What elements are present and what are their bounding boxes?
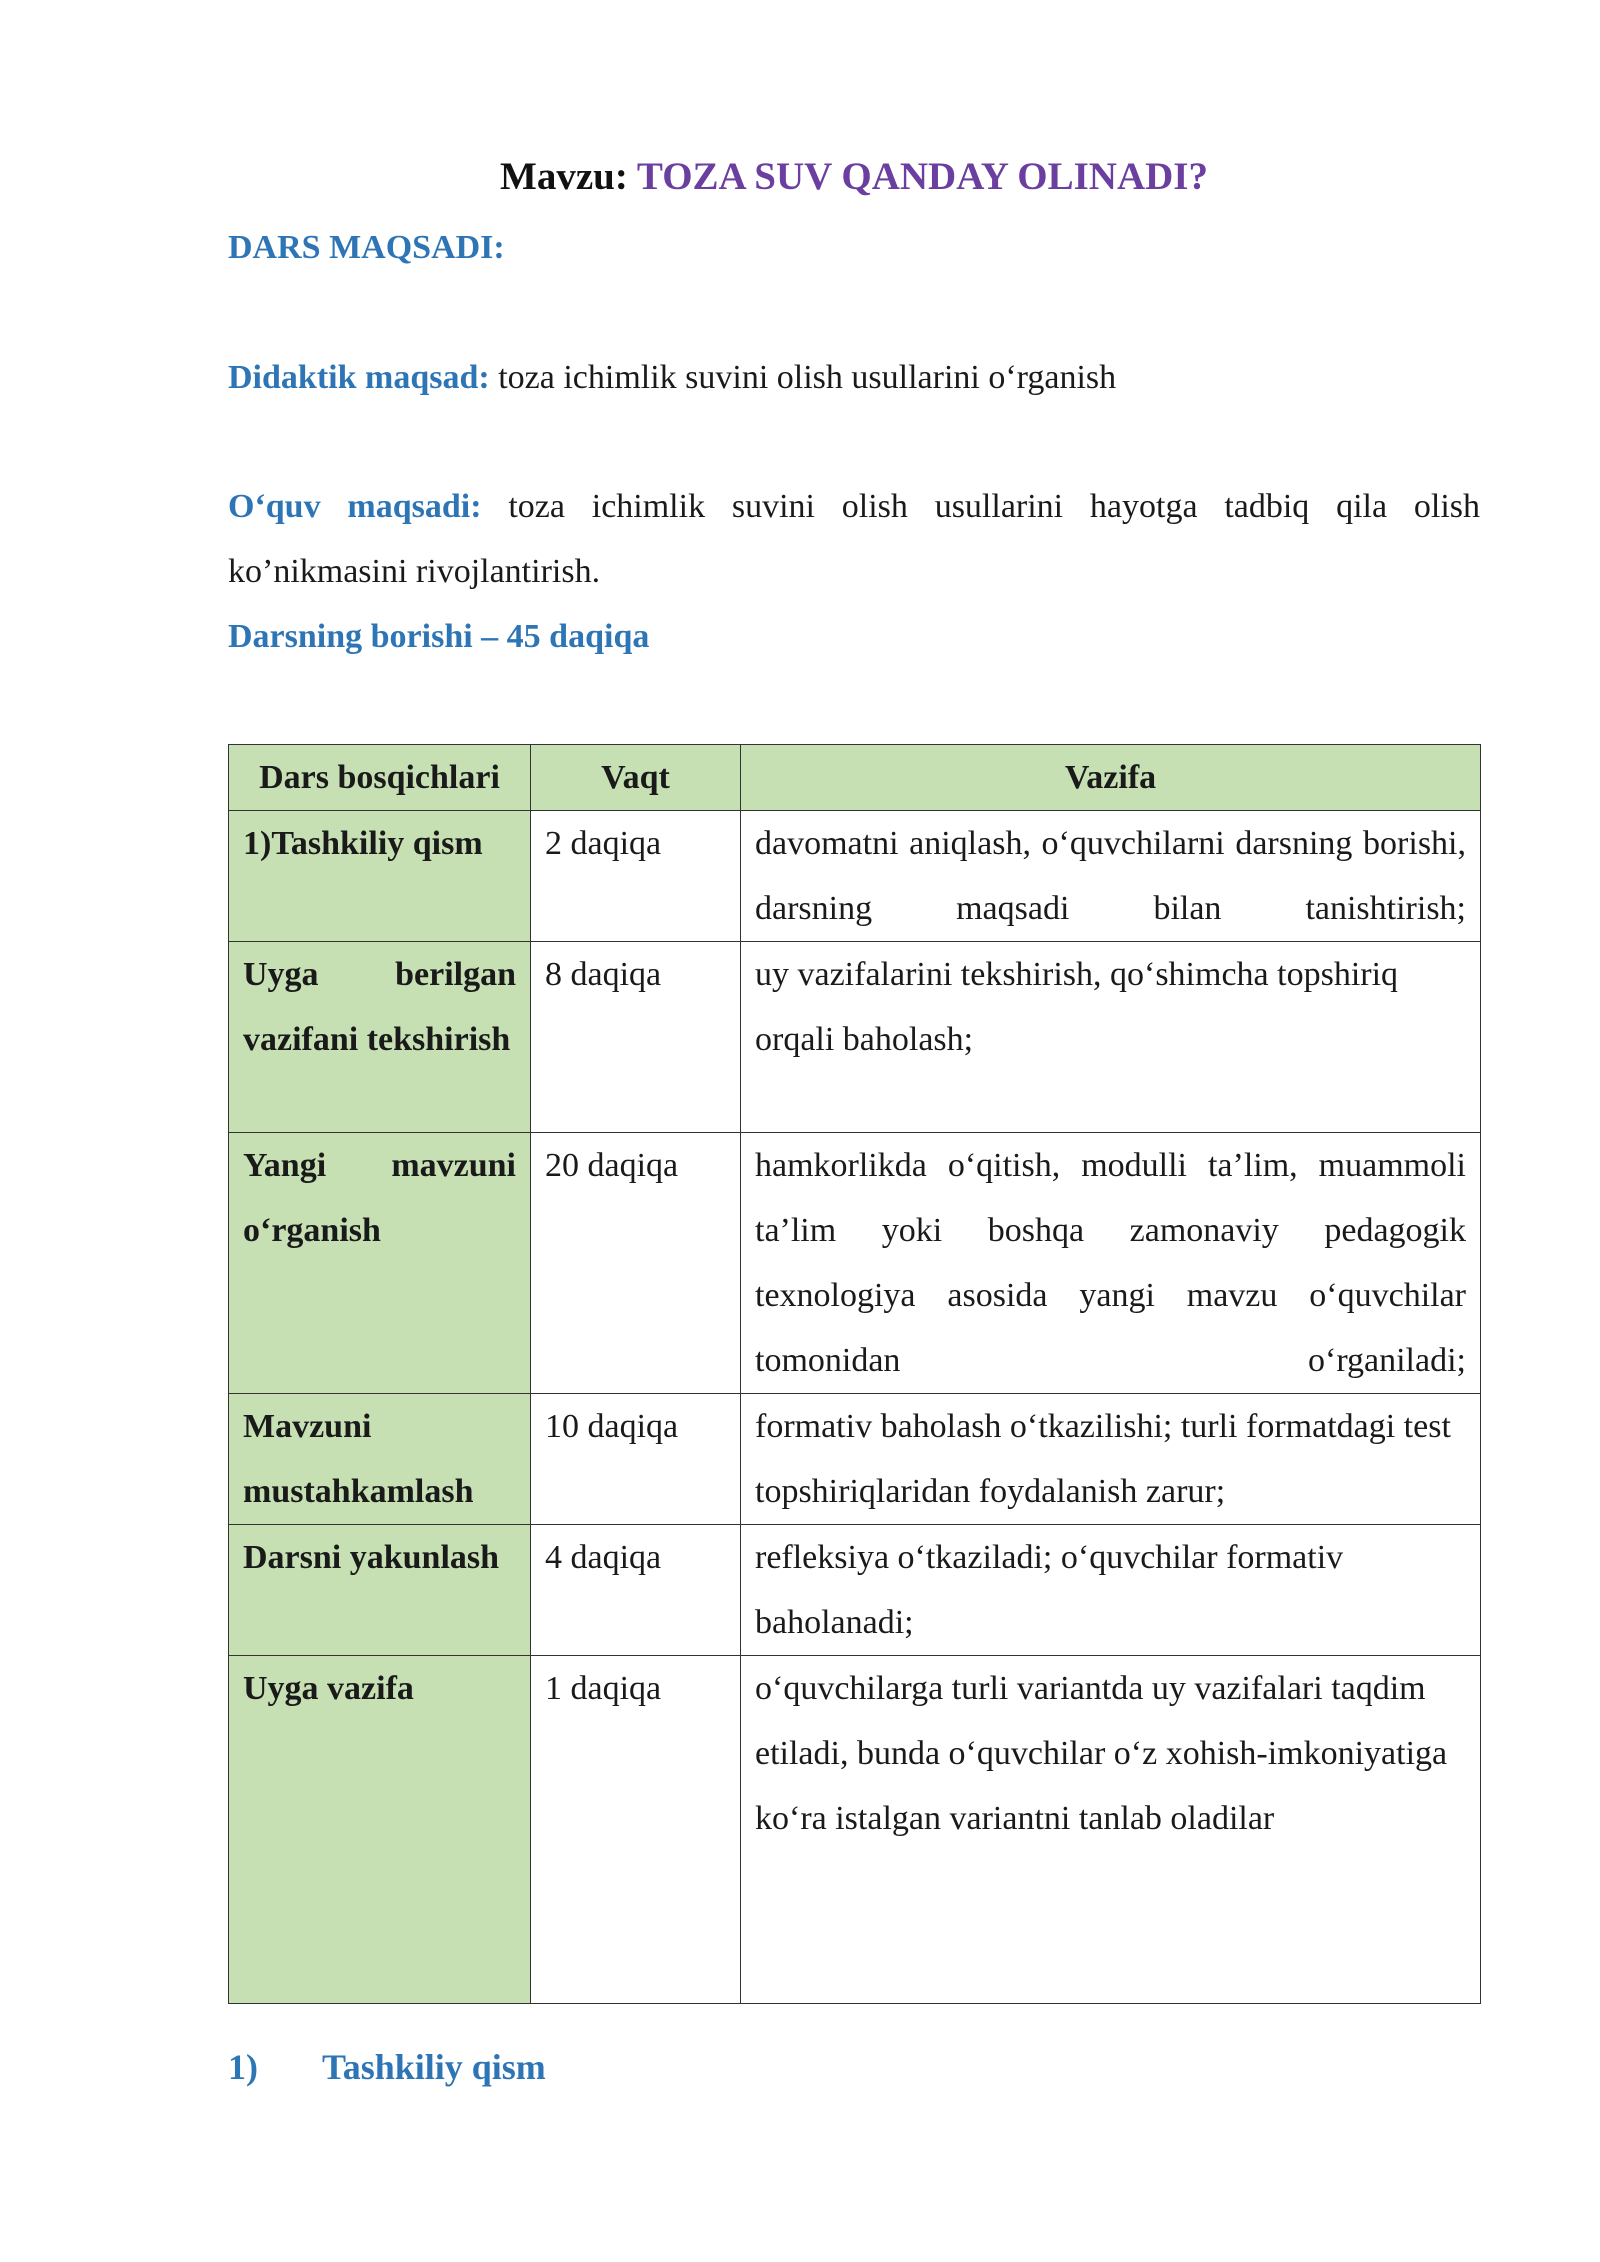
section-heading bbox=[228, 2035, 546, 2100]
stage-cell: Yangi mavzuni o‘rganish bbox=[229, 1133, 531, 1394]
stage-cell: Uyga vazifa bbox=[229, 1656, 531, 2004]
table-row bbox=[229, 1525, 1481, 1656]
page-title bbox=[228, 150, 1480, 204]
time-cell: 20 daqiqa bbox=[531, 1133, 741, 1394]
time-cell: 4 daqiqa bbox=[531, 1525, 741, 1656]
task-cell: refleksiya o‘tkaziladi; o‘quvchilar formativ baholanadi; bbox=[741, 1525, 1481, 1656]
time-cell: 10 daqiqa bbox=[531, 1394, 741, 1525]
section-number: 1) bbox=[228, 2047, 258, 2087]
stage-cell: 1)Tashkiliy qism bbox=[229, 811, 531, 942]
task-cell: uy vazifalarini tekshirish, qo‘shimcha topshiriq orqali baholash; bbox=[741, 942, 1481, 1133]
stage-cell: Uyga berilgan vazifani tekshirish bbox=[229, 942, 531, 1133]
lesson-flow: Darsning borishi – 45 daqiqa bbox=[228, 618, 650, 655]
table-row bbox=[229, 942, 1481, 1133]
time-cell: 8 daqiqa bbox=[531, 942, 741, 1133]
stage-cell: Darsni yakunlash bbox=[229, 1525, 531, 1656]
header-task: Vazifa bbox=[741, 745, 1481, 811]
header-time: Vaqt bbox=[531, 745, 741, 811]
time-cell: 2 daqiqa bbox=[531, 811, 741, 942]
table-row bbox=[229, 1656, 1481, 2004]
title-topic: TOZA SUV QANDAY OLINADI? bbox=[636, 155, 1208, 198]
stage-cell: Mavzuni mustahkamlash bbox=[229, 1394, 531, 1525]
edu-text-line1: toza ichimlik suvini olish usullarini hayotga tadbiq qila olish bbox=[508, 488, 1480, 525]
section-title: Tashkiliy qism bbox=[322, 2047, 546, 2087]
title-lead: Mavzu: bbox=[500, 155, 628, 198]
task-cell: davomatni aniqlash, o‘quvchilarni darsning borishi, darsning maqsadi bilan tanishtirish; bbox=[741, 811, 1481, 942]
edu-label: O‘quv maqsadi: bbox=[228, 488, 482, 525]
task-cell: formativ baholash o‘tkazilishi; turli formatdagi test topshiriqlaridan foydalanish zarur; bbox=[741, 1394, 1481, 1525]
task-cell: hamkorlikda o‘qitish, modulli ta’lim, muammoli ta’lim yoki boshqa zamonaviy pedagogik texnologiya asosida yangi mavzu o‘quvchilar tomonidan o‘rganiladi; bbox=[741, 1133, 1481, 1394]
edu-text-line2: ko’nikmasini rivojlantirish. bbox=[228, 553, 601, 590]
edu-goal-line1 bbox=[228, 474, 1480, 539]
table-row bbox=[229, 811, 1481, 942]
didactic-label: Didaktik maqsad: bbox=[228, 359, 490, 396]
didactic-text: toza ichimlik suvini olish usullarini o‘rganish bbox=[498, 359, 1117, 396]
header-stages: Dars bosqichlari bbox=[229, 745, 531, 811]
time-cell: 1 daqiqa bbox=[531, 1656, 741, 2004]
lesson-plan-table bbox=[228, 744, 1481, 2004]
table-header-row bbox=[229, 745, 1481, 811]
goals-heading: DARS MAQSADI: bbox=[228, 229, 505, 266]
table-row bbox=[229, 1133, 1481, 1394]
table-row bbox=[229, 1394, 1481, 1525]
didactic-goal bbox=[228, 345, 1480, 410]
task-cell: o‘quvchilarga turli variantda uy vazifalari taqdim etiladi, bunda o‘quvchilar o‘z xohish-imkoniyatiga ko‘ra istalgan variantni tanlab oladilar bbox=[741, 1656, 1481, 2004]
